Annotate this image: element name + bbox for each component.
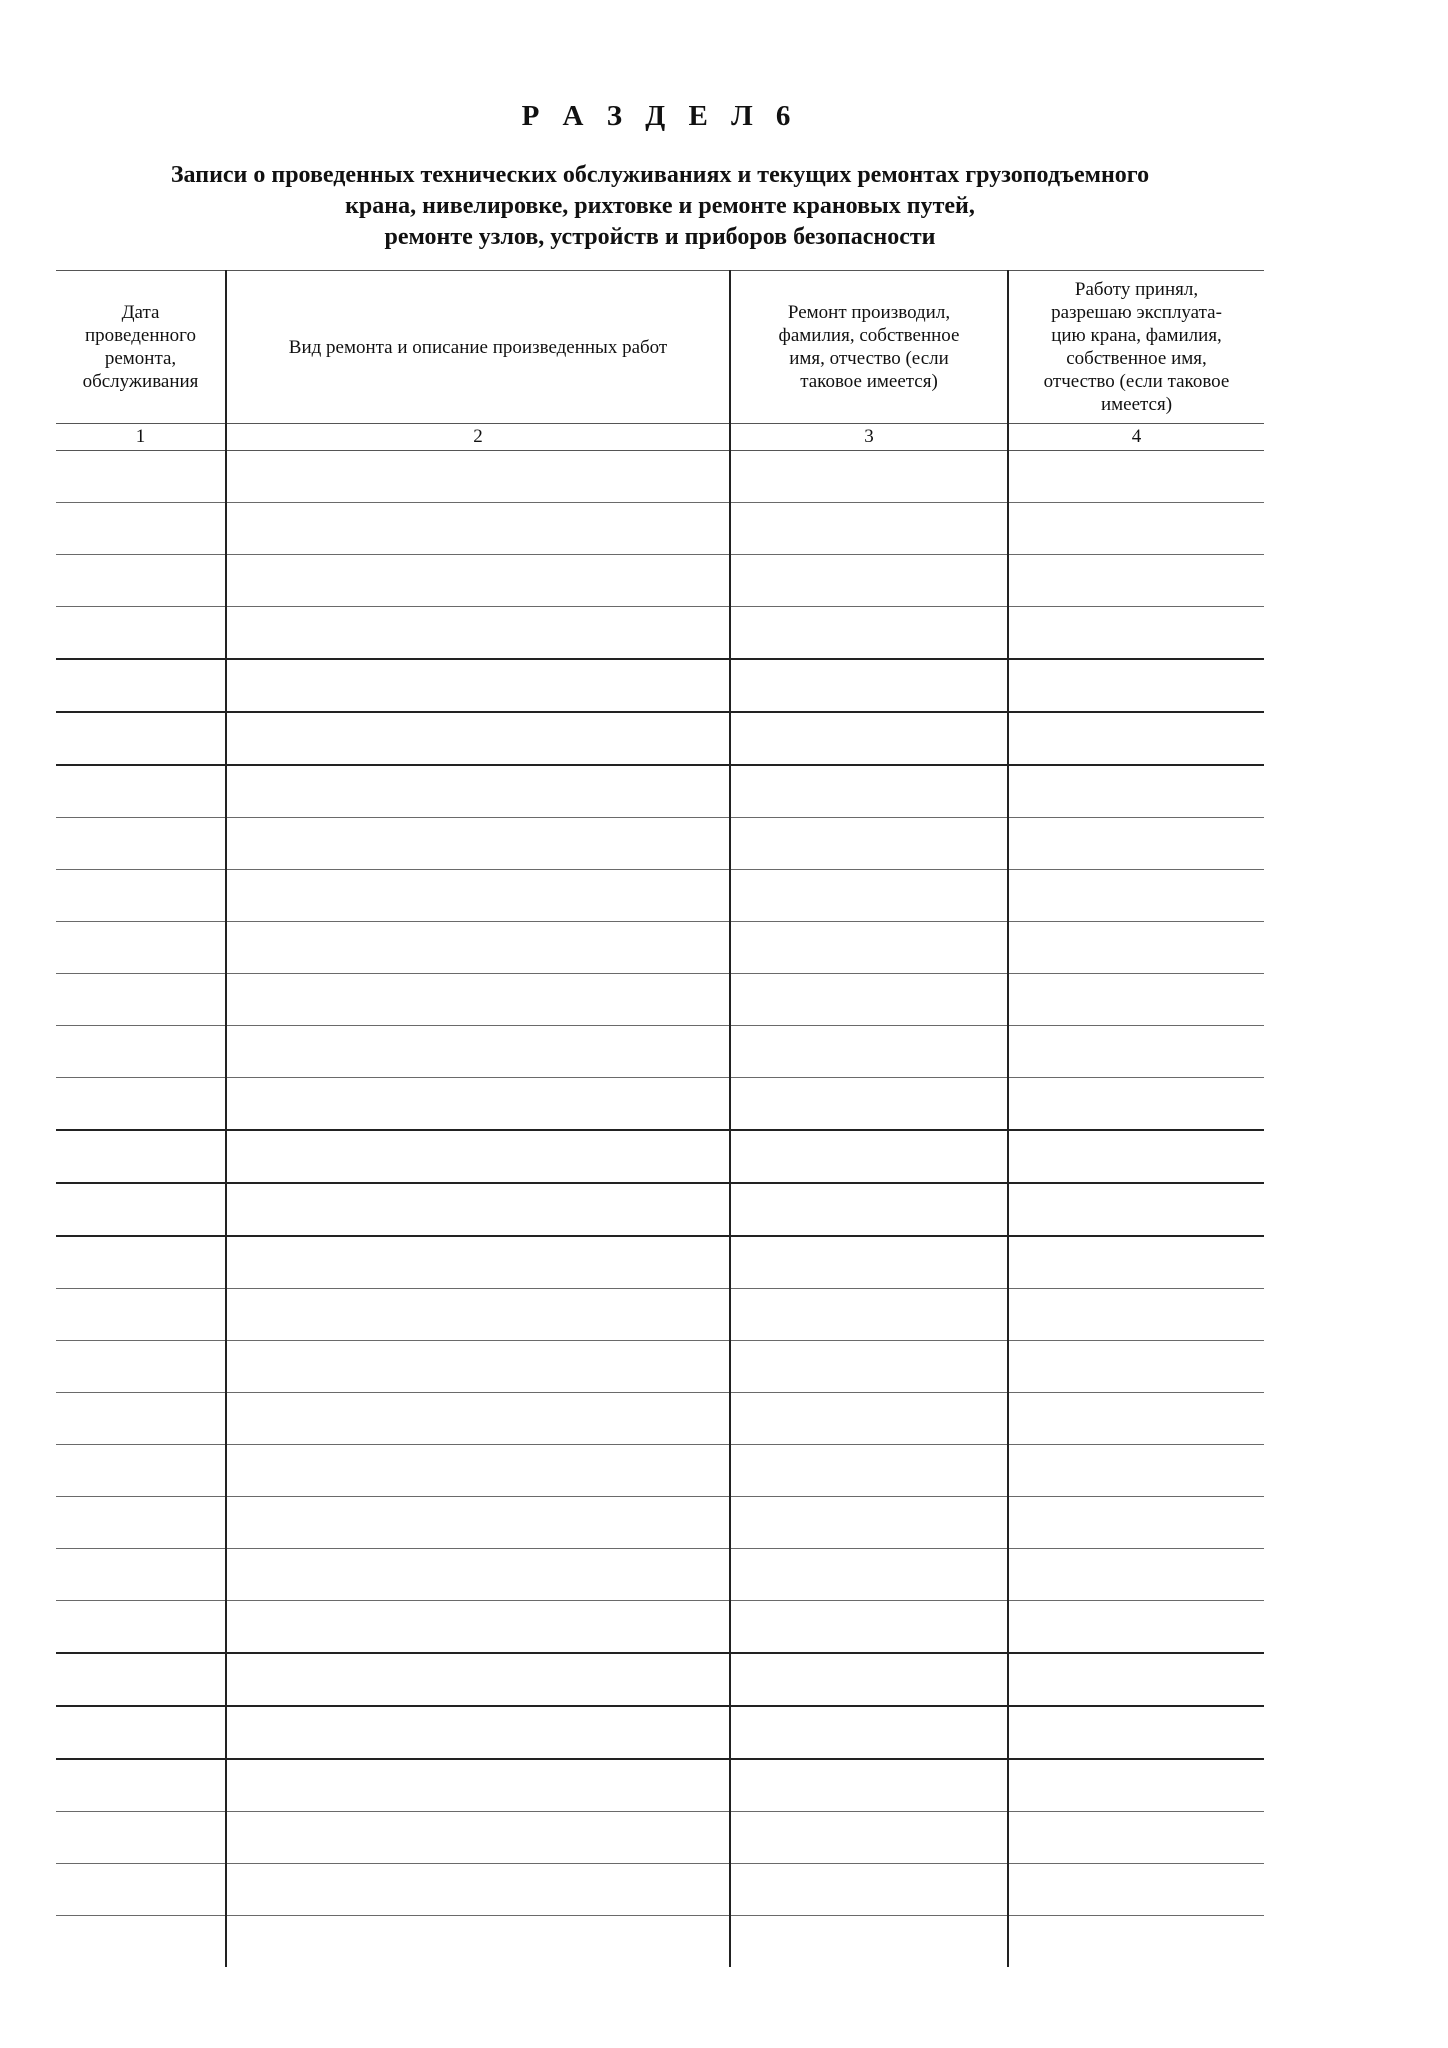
cell-repaired-by[interactable] [730, 922, 1008, 974]
cell-date[interactable] [56, 1497, 226, 1549]
table-row [56, 1183, 1264, 1236]
cell-repair-description[interactable] [226, 1289, 730, 1341]
cell-accepted-by[interactable] [1008, 1289, 1264, 1341]
cell-date[interactable] [56, 870, 226, 922]
cell-date[interactable] [56, 659, 226, 712]
table-row [56, 712, 1264, 765]
cell-repair-description[interactable] [226, 765, 730, 818]
header-accepted-by-label: Работу принял, разрешаю эксплуата- цию крана, фамилия, собственное имя, отчество (если таковое имеется) [1043, 279, 1230, 415]
table-row [56, 659, 1264, 712]
cell-accepted-by[interactable] [1008, 1183, 1264, 1236]
cell-accepted-by[interactable] [1008, 1653, 1264, 1706]
column-number-row [56, 424, 1264, 451]
table-row [56, 765, 1264, 818]
table-row [56, 974, 1264, 1026]
cell-repair-description[interactable] [226, 818, 730, 870]
cell-repair-description[interactable] [226, 659, 730, 712]
cell-repaired-by[interactable] [730, 1078, 1008, 1131]
header-repair-description [226, 271, 730, 424]
table-row [56, 1078, 1264, 1131]
cell-accepted-by[interactable] [1008, 1445, 1264, 1497]
cell-date[interactable] [56, 974, 226, 1026]
cell-repair-description[interactable] [226, 1864, 730, 1916]
cell-repaired-by[interactable] [730, 555, 1008, 607]
cell-repaired-by[interactable] [730, 712, 1008, 765]
cell-repair-description[interactable] [226, 1653, 730, 1706]
cell-repaired-by[interactable] [730, 503, 1008, 555]
table-row [56, 1812, 1264, 1864]
table-row [56, 1445, 1264, 1497]
cell-repaired-by[interactable] [730, 1653, 1008, 1706]
cell-date[interactable] [56, 1026, 226, 1078]
cell-repair-description[interactable] [226, 607, 730, 660]
cell-date[interactable] [56, 1445, 226, 1497]
cell-date[interactable] [56, 922, 226, 974]
cell-accepted-by[interactable] [1008, 1916, 1264, 1968]
table-row [56, 1236, 1264, 1289]
cell-accepted-by[interactable] [1008, 765, 1264, 818]
cell-repair-description[interactable] [226, 1236, 730, 1289]
cell-repaired-by[interactable] [730, 607, 1008, 660]
cell-repaired-by[interactable] [730, 1812, 1008, 1864]
cell-date[interactable] [56, 1706, 226, 1759]
table-row [56, 1916, 1264, 1968]
cell-accepted-by[interactable] [1008, 922, 1264, 974]
cell-date[interactable] [56, 712, 226, 765]
cell-date[interactable] [56, 1393, 226, 1445]
cell-repaired-by[interactable] [730, 1916, 1008, 1968]
cell-repaired-by[interactable] [730, 818, 1008, 870]
cell-repaired-by[interactable] [730, 1393, 1008, 1445]
cell-date[interactable] [56, 1759, 226, 1812]
table-row [56, 870, 1264, 922]
cell-repaired-by[interactable] [730, 1759, 1008, 1812]
header-repaired-by-label: Ремонт производил, фамилия, собственное имя, отчество (если таковое имеется) [778, 302, 960, 392]
cell-repaired-by[interactable] [730, 1601, 1008, 1654]
table-row [56, 555, 1264, 607]
header-date-label: Дата проведенного ремонта, обслуживания [82, 302, 199, 392]
cell-accepted-by[interactable] [1008, 1497, 1264, 1549]
records-table [56, 270, 1264, 1967]
cell-accepted-by[interactable] [1008, 607, 1264, 660]
table-row [56, 1864, 1264, 1916]
cell-date[interactable] [56, 1289, 226, 1341]
section-title: Р А З Д Е Л 6 [521, 100, 799, 132]
cell-date[interactable] [56, 1864, 226, 1916]
cell-date[interactable] [56, 1549, 226, 1601]
cell-accepted-by[interactable] [1008, 1706, 1264, 1759]
header-repaired-by [730, 271, 1008, 424]
table-row [56, 818, 1264, 870]
cell-repaired-by[interactable] [730, 1549, 1008, 1601]
cell-accepted-by[interactable] [1008, 818, 1264, 870]
table-row [56, 1759, 1264, 1812]
cell-repaired-by[interactable] [730, 1497, 1008, 1549]
table-row [56, 1026, 1264, 1078]
cell-repair-description[interactable] [226, 712, 730, 765]
cell-repaired-by[interactable] [730, 1026, 1008, 1078]
table-row [56, 1393, 1264, 1445]
cell-repaired-by[interactable] [730, 1130, 1008, 1183]
table-row [56, 1706, 1264, 1759]
cell-date[interactable] [56, 451, 226, 503]
table-row [56, 607, 1264, 660]
cell-accepted-by[interactable] [1008, 1130, 1264, 1183]
table-row [56, 1601, 1264, 1654]
cell-accepted-by[interactable] [1008, 1341, 1264, 1393]
table-row [56, 503, 1264, 555]
header-repair-description-label: Вид ремонта и описание произведенных работ [288, 336, 668, 358]
cell-accepted-by[interactable] [1008, 555, 1264, 607]
cell-repair-description[interactable] [226, 1130, 730, 1183]
cell-accepted-by[interactable] [1008, 870, 1264, 922]
cell-repair-description[interactable] [226, 1497, 730, 1549]
cell-date[interactable] [56, 1916, 226, 1968]
subtitle [56, 160, 1264, 253]
cell-repair-description[interactable] [226, 1812, 730, 1864]
cell-accepted-by[interactable] [1008, 1812, 1264, 1864]
cell-accepted-by[interactable] [1008, 974, 1264, 1026]
cell-repair-description[interactable] [226, 1916, 730, 1968]
cell-repair-description[interactable] [226, 1026, 730, 1078]
cell-accepted-by[interactable] [1008, 1236, 1264, 1289]
cell-date[interactable] [56, 1130, 226, 1183]
header-date [56, 271, 226, 424]
cell-repair-description[interactable] [226, 1549, 730, 1601]
cell-accepted-by[interactable] [1008, 503, 1264, 555]
cell-accepted-by[interactable] [1008, 451, 1264, 503]
cell-repair-description[interactable] [226, 503, 730, 555]
cell-accepted-by[interactable] [1008, 1759, 1264, 1812]
cell-repaired-by[interactable] [730, 1236, 1008, 1289]
cell-accepted-by[interactable] [1008, 1601, 1264, 1654]
cell-repaired-by[interactable] [730, 1706, 1008, 1759]
cell-repaired-by[interactable] [730, 765, 1008, 818]
table-row [56, 1130, 1264, 1183]
cell-repair-description[interactable] [226, 1706, 730, 1759]
subtitle-line-2: крана, нивелировке, рихтовке и ремонте крановых путей, [345, 193, 975, 219]
cell-date[interactable] [56, 1078, 226, 1131]
cell-date[interactable] [56, 503, 226, 555]
cell-accepted-by[interactable] [1008, 1078, 1264, 1131]
cell-date[interactable] [56, 555, 226, 607]
column-number-2: 2 [226, 424, 730, 451]
cell-repaired-by[interactable] [730, 870, 1008, 922]
cell-date[interactable] [56, 1183, 226, 1236]
table-row [56, 1289, 1264, 1341]
cell-repair-description[interactable] [226, 1078, 730, 1131]
cell-accepted-by[interactable] [1008, 712, 1264, 765]
subtitle-line-3: ремонте узлов, устройств и приборов безопасности [384, 224, 936, 250]
cell-date[interactable] [56, 818, 226, 870]
cell-repaired-by[interactable] [730, 659, 1008, 712]
cell-repair-description[interactable] [226, 974, 730, 1026]
table-body [56, 424, 1264, 1968]
cell-accepted-by[interactable] [1008, 1864, 1264, 1916]
cell-repair-description[interactable] [226, 1601, 730, 1654]
cell-repair-description[interactable] [226, 555, 730, 607]
cell-date[interactable] [56, 1812, 226, 1864]
cell-repaired-by[interactable] [730, 1183, 1008, 1236]
cell-accepted-by[interactable] [1008, 1393, 1264, 1445]
cell-date[interactable] [56, 1653, 226, 1706]
table-row [56, 1549, 1264, 1601]
table-row [56, 451, 1264, 503]
table-row [56, 1653, 1264, 1706]
cell-repair-description[interactable] [226, 1393, 730, 1445]
subtitle-line-1: Записи о проведенных технических обслуживаниях и текущих ремонтах грузоподъемного [170, 162, 1150, 188]
cell-repair-description[interactable] [226, 1183, 730, 1236]
cell-accepted-by[interactable] [1008, 1549, 1264, 1601]
cell-date[interactable] [56, 1236, 226, 1289]
cell-accepted-by[interactable] [1008, 659, 1264, 712]
header-row [56, 271, 1264, 424]
table-row [56, 1341, 1264, 1393]
column-number-4: 4 [1008, 424, 1264, 451]
cell-repaired-by[interactable] [730, 1445, 1008, 1497]
cell-repaired-by[interactable] [730, 1864, 1008, 1916]
cell-repair-description[interactable] [226, 1445, 730, 1497]
cell-repaired-by[interactable] [730, 451, 1008, 503]
cell-repaired-by[interactable] [730, 1341, 1008, 1393]
cell-date[interactable] [56, 1601, 226, 1654]
cell-repair-description[interactable] [226, 1341, 730, 1393]
cell-repair-description[interactable] [226, 451, 730, 503]
table-row [56, 1497, 1264, 1549]
cell-repaired-by[interactable] [730, 974, 1008, 1026]
cell-repaired-by[interactable] [730, 1289, 1008, 1341]
column-number-3: 3 [730, 424, 1008, 451]
cell-accepted-by[interactable] [1008, 1026, 1264, 1078]
cell-repair-description[interactable] [226, 1759, 730, 1812]
cell-date[interactable] [56, 1341, 226, 1393]
cell-date[interactable] [56, 607, 226, 660]
cell-repair-description[interactable] [226, 922, 730, 974]
table-row [56, 922, 1264, 974]
cell-repair-description[interactable] [226, 870, 730, 922]
cell-date[interactable] [56, 765, 226, 818]
header-accepted-by [1008, 271, 1264, 424]
column-number-1: 1 [56, 424, 226, 451]
